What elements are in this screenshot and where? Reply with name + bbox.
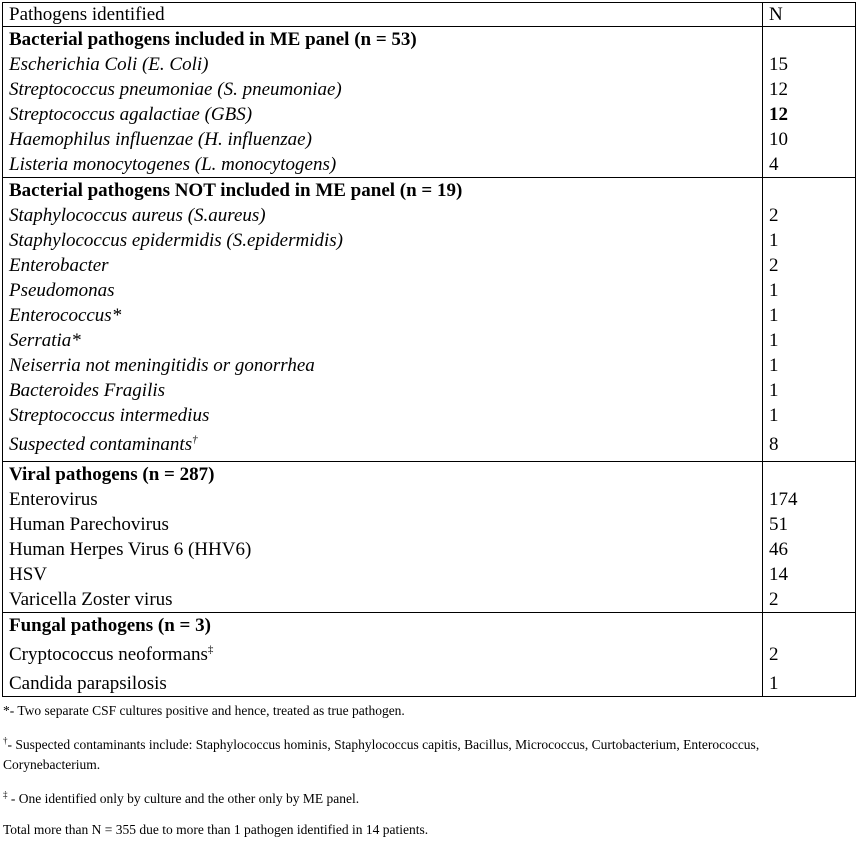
pathogen-name-text: Enterococcus* xyxy=(9,305,122,326)
pathogen-count: 2 xyxy=(769,589,779,610)
section-row xyxy=(3,462,856,613)
footnote-ddagger-text: - One identified only by culture and the other only by ME panel. xyxy=(7,791,360,806)
pathogen-count: 46 xyxy=(769,539,788,560)
pathogen-count: 1 xyxy=(769,230,779,251)
pathogen-name xyxy=(9,278,762,303)
section-counts-cell xyxy=(763,178,856,462)
section-counts-cell xyxy=(763,613,856,697)
pathogen-name xyxy=(9,228,762,253)
pathogen-name xyxy=(9,127,762,152)
pathogen-count: 10 xyxy=(769,129,788,150)
pathogen-name-text: Bacteroides Fragilis xyxy=(9,380,166,401)
footnote-dagger xyxy=(3,735,859,775)
pathogen-name-text: Streptococcus agalactiae (GBS) xyxy=(9,104,253,125)
pathogen-name-text: Pseudomonas xyxy=(9,280,115,301)
pathogen-name xyxy=(9,671,762,696)
section-count-spacer xyxy=(769,613,855,638)
pathogen-name-text: Enterobacter xyxy=(9,255,109,276)
pathogen-name xyxy=(9,403,762,428)
pathogen-count: 1 xyxy=(769,330,779,351)
pathogen-count: 14 xyxy=(769,564,788,585)
section-names-cell xyxy=(3,178,763,462)
footnote-star: *- Two separate CSF cultures positive and hence, treated as true pathogen. xyxy=(3,703,405,718)
pathogen-name-text: Cryptococcus neoformans xyxy=(9,644,208,665)
pathogen-name xyxy=(9,537,762,562)
pathogen-count: 2 xyxy=(769,644,779,665)
pathogen-count: 1 xyxy=(769,673,779,694)
dagger-mark: † xyxy=(3,735,8,746)
pathogen-name-text: Serratia* xyxy=(9,330,81,351)
footnote-marker: ‡ xyxy=(207,643,214,656)
table-header-row xyxy=(3,3,856,27)
pathogen-name xyxy=(9,487,762,512)
header-pathogens: Pathogens identified xyxy=(3,3,763,27)
pathogen-name-text: Streptococcus pneumoniae (S. pneumoniae) xyxy=(9,79,342,100)
section-names-cell xyxy=(3,462,763,613)
pathogen-name xyxy=(9,587,762,612)
pathogen-count: 1 xyxy=(769,280,779,301)
pathogen-name xyxy=(9,378,762,403)
section-title: Bacterial pathogens NOT included in ME panel (n = 19) xyxy=(9,180,463,201)
pathogen-count: 174 xyxy=(769,489,798,510)
section-count-spacer xyxy=(769,178,855,203)
pathogen-name-text: Human Parechovirus xyxy=(9,514,169,535)
pathogen-count: 12 xyxy=(769,79,788,100)
pathogen-name-text: Staphylococcus aureus (S.aureus) xyxy=(9,205,266,226)
section-count-spacer xyxy=(769,462,855,487)
pathogen-name-text: Enterovirus xyxy=(9,489,98,510)
pathogen-name-text: Candida parapsilosis xyxy=(9,673,167,694)
footnote-total: Total more than N = 355 due to more than 1 pathogen identified in 14 patients. xyxy=(3,822,429,837)
pathogen-count: 51 xyxy=(769,514,788,535)
pathogen-count: 12 xyxy=(769,104,788,125)
pathogen-name-text: Varicella Zoster virus xyxy=(9,589,173,610)
pathogen-name-text: Streptococcus intermedius xyxy=(9,405,210,426)
pathogen-name xyxy=(9,152,762,177)
pathogen-name xyxy=(9,253,762,278)
pathogen-count: 4 xyxy=(769,154,779,175)
pathogen-name xyxy=(9,102,762,127)
pathogen-name-text: Listeria monocytogenes (L. monocytogens) xyxy=(9,154,337,175)
section-title: Viral pathogens (n = 287) xyxy=(9,464,215,485)
pathogen-name xyxy=(9,328,762,353)
pathogen-name xyxy=(9,303,762,328)
pathogen-name-text: Human Herpes Virus 6 (HHV6) xyxy=(9,539,252,560)
header-n: N xyxy=(763,3,856,27)
pathogen-count: 1 xyxy=(769,380,779,401)
section-row xyxy=(3,613,856,697)
pathogen-count: 15 xyxy=(769,54,788,75)
pathogen-name-text: Escherichia Coli (E. Coli) xyxy=(9,54,209,75)
ddagger-mark: ‡ xyxy=(3,789,8,800)
pathogen-name-text: Suspected contaminants xyxy=(9,434,193,455)
section-count-spacer xyxy=(769,27,855,52)
footnote-marker: † xyxy=(192,433,198,446)
pathogen-count: 2 xyxy=(769,255,779,276)
pathogen-name xyxy=(9,353,762,378)
section-title: Fungal pathogens (n = 3) xyxy=(9,615,211,636)
pathogen-name xyxy=(9,638,762,671)
section-title: Bacterial pathogens included in ME panel (n = 53) xyxy=(9,29,417,50)
section-counts-cell xyxy=(763,27,856,178)
footnote-ddagger xyxy=(3,789,359,809)
section-names-cell xyxy=(3,613,763,697)
pathogen-name xyxy=(9,512,762,537)
section-names-cell xyxy=(3,27,763,178)
pathogen-name xyxy=(9,77,762,102)
section-row xyxy=(3,27,856,178)
pathogen-count: 1 xyxy=(769,355,779,376)
pathogen-name-text: Haemophilus influenzae (H. influenzae) xyxy=(9,129,312,150)
pathogen-name-text: Staphylococcus epidermidis (S.epidermidis) xyxy=(9,230,344,251)
pathogen-count: 1 xyxy=(769,405,779,426)
pathogen-name-text: Neiserria not meningitidis or gonorrhea xyxy=(9,355,315,376)
pathogen-count: 8 xyxy=(769,434,779,455)
pathogens-table xyxy=(2,2,856,697)
pathogen-name xyxy=(9,562,762,587)
pathogen-name xyxy=(9,52,762,77)
pathogen-name xyxy=(9,428,762,461)
section-counts-cell xyxy=(763,462,856,613)
section-row xyxy=(3,178,856,462)
pathogen-count: 2 xyxy=(769,205,779,226)
pathogen-count: 1 xyxy=(769,305,779,326)
pathogen-name xyxy=(9,203,762,228)
pathogen-name-text: HSV xyxy=(9,564,48,585)
footnote-dagger-text: - Suspected contaminants include: Staphylococcus hominis, Staphylococcus capitis, Bacillus, Micrococcus, Curtobacterium, Enterococcus, Corynebacterium. xyxy=(3,737,760,772)
